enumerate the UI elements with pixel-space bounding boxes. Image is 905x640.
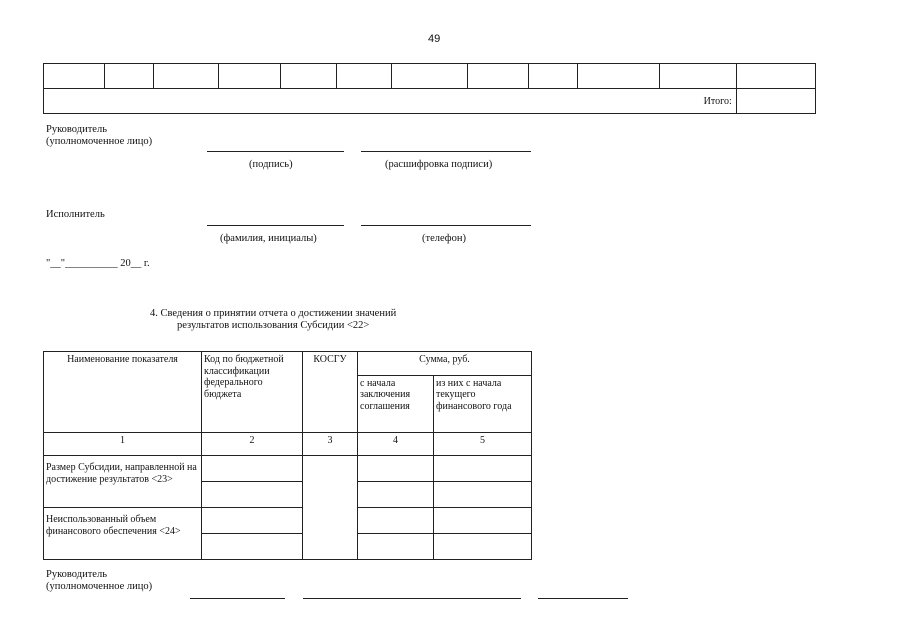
table-cell — [358, 534, 434, 560]
table-cell — [202, 508, 303, 534]
table-header-row — [44, 352, 532, 376]
column-number: 4 — [358, 433, 434, 456]
signer-role-note: (уполномоченное лицо) — [46, 136, 153, 147]
table-cell — [105, 64, 154, 89]
executor-name-caption: (фамилия, инициалы) — [220, 233, 317, 244]
table-cell — [202, 534, 303, 560]
table-cell — [434, 508, 532, 534]
total-value-cell — [736, 89, 815, 114]
table-cell — [434, 456, 532, 482]
column-number: 1 — [44, 433, 202, 456]
header-budget-code: Код по бюджетной классификации федерального бюджета — [202, 352, 303, 433]
signature-caption: (подпись) — [249, 159, 293, 170]
signer-role-note-bottom: (уполномоченное лицо) — [46, 581, 153, 592]
page-number: 49 — [428, 33, 441, 45]
acceptance-table — [43, 351, 532, 560]
header-kosgu: КОСГУ — [303, 352, 358, 433]
table-cell — [578, 64, 659, 89]
table-cell — [358, 482, 434, 508]
signature-line-bottom — [190, 598, 285, 599]
row-label-subsidy: Размер Субсидии, направленной на достижение результатов <23> — [44, 456, 202, 508]
column-number: 3 — [303, 433, 358, 456]
signer-role: Руководитель — [46, 124, 107, 135]
column-number: 5 — [434, 433, 532, 456]
table-row-total — [44, 89, 816, 114]
table-row — [44, 456, 532, 482]
executor-name-line — [207, 225, 344, 226]
signature-line-bottom — [538, 598, 628, 599]
table-cell — [358, 456, 434, 482]
table-row — [44, 64, 816, 89]
date-line: "__"__________ 20__ г. — [46, 258, 150, 269]
table-cell — [434, 534, 532, 560]
table-cell — [44, 64, 105, 89]
executor-role: Исполнитель — [46, 209, 105, 220]
row-label-unused: Неиспользованный объем финансового обеспечения <24> — [44, 508, 202, 560]
table-cell — [529, 64, 578, 89]
signature-line — [207, 151, 344, 152]
header-sum: Сумма, руб. — [358, 352, 532, 376]
header-indicator-name: Наименование показателя — [44, 352, 202, 433]
executor-phone-line — [361, 225, 531, 226]
executor-phone-caption: (телефон) — [422, 233, 466, 244]
signature-decoding-line — [361, 151, 531, 152]
table-cell — [154, 64, 219, 89]
table-cell — [659, 64, 736, 89]
column-number: 2 — [202, 433, 303, 456]
header-since-year: из них с начала текущего финансового года — [434, 375, 532, 432]
table-numbers-row — [44, 433, 532, 456]
table-cell — [468, 64, 529, 89]
signer-role-bottom: Руководитель — [46, 569, 107, 580]
kosgu-merged-cell — [303, 456, 358, 560]
total-label: Итого: — [44, 89, 737, 114]
signature-line-bottom — [303, 598, 521, 599]
header-since-agreement: с начала заключения соглашения — [358, 375, 434, 432]
table-cell — [219, 64, 280, 89]
section-title-line1: 4. Сведения о принятии отчета о достижении значений — [150, 308, 397, 319]
section-title-line2: результатов использования Субсидии <22> — [177, 320, 370, 331]
table-row — [44, 508, 532, 534]
top-table — [43, 63, 816, 114]
table-cell — [736, 64, 815, 89]
table-cell — [202, 482, 303, 508]
table-cell — [202, 456, 303, 482]
table-cell — [358, 508, 434, 534]
decoding-caption: (расшифровка подписи) — [385, 159, 493, 170]
table-cell — [391, 64, 467, 89]
table-cell — [434, 482, 532, 508]
table-cell — [280, 64, 336, 89]
table-cell — [336, 64, 391, 89]
